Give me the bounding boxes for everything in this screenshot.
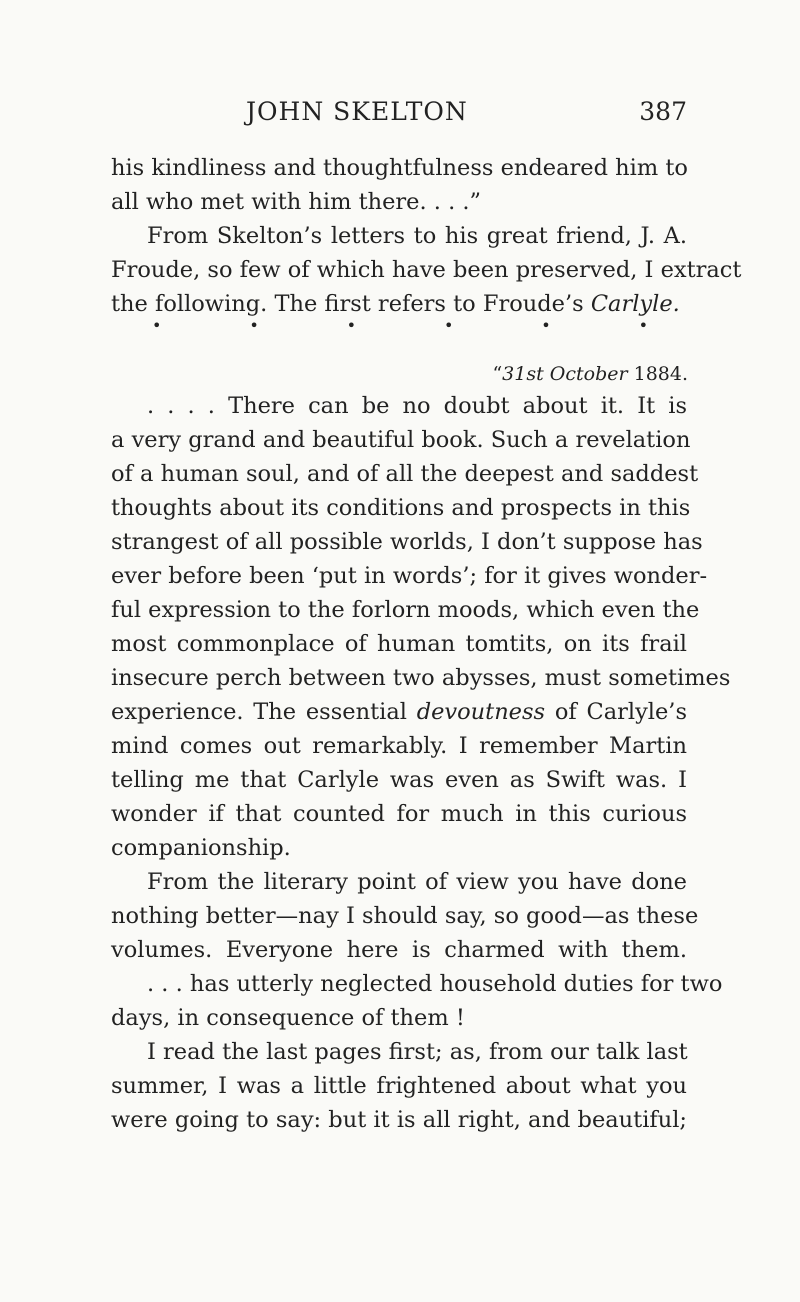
- letter-line: ever before been ‘put in words’; for it gives wonder-: [111, 563, 708, 589]
- letter-line: days, in consequence of them !: [111, 1005, 465, 1031]
- separator-dot: •: [249, 316, 259, 335]
- page-number: 387: [639, 97, 687, 126]
- letter-date: [492, 359, 688, 389]
- letter-line: volumes. Everyone here is charmed with them.: [111, 937, 687, 963]
- letter-line: thoughts about its conditions and prospects in this: [111, 495, 691, 521]
- italic-word: devoutness: [416, 699, 546, 725]
- text-fragment: of Carlyle’s: [545, 699, 687, 725]
- separator-dot: •: [346, 316, 357, 335]
- separator-dot: •: [638, 316, 648, 335]
- letter-line: wonder if that counted for much in this curious: [111, 801, 687, 827]
- letter-line: From the literary point of view you have done: [147, 869, 687, 895]
- running-head: JOHN SKELTON: [246, 97, 468, 126]
- text-line: his kindliness and thoughtfulness endeared him to: [111, 155, 688, 181]
- letter-line: of a human soul, and of all the deepest and saddest: [111, 461, 699, 487]
- date-day: 31st October: [502, 363, 628, 385]
- letter-line: . . . . There can be no doubt about it. It is: [147, 393, 687, 419]
- letter-line: were going to say: but it is all right, and beautiful;: [111, 1107, 687, 1133]
- text-line: From Skelton’s letters to his great friend, J. A.: [147, 223, 687, 249]
- section-separator: [152, 316, 648, 336]
- letter-line: telling me that Carlyle was even as Swift was. I: [111, 767, 687, 793]
- letter-line: ful expression to the forlorn moods, which even the: [111, 597, 700, 623]
- letter-line: I read the last pages first; as, from our talk last: [147, 1039, 688, 1065]
- letter-line: insecure perch between two abysses, must sometimes: [111, 665, 731, 691]
- letter-line: [111, 695, 687, 729]
- separator-dot: •: [541, 316, 551, 335]
- letter-line: nothing better—nay I should say, so good—as these: [111, 903, 699, 929]
- letter-line: most commonplace of human tomtits, on its frail: [111, 631, 687, 657]
- letter-line: mind comes out remarkably. I remember Martin: [111, 733, 687, 759]
- text-fragment: the following. The first refers to Froude’s: [111, 291, 591, 317]
- text-fragment: experience. The essential: [111, 699, 417, 725]
- page-header: [0, 97, 800, 133]
- letter-line: summer, I was a little frightened about what you: [111, 1073, 687, 1099]
- date-year: 1884.: [627, 363, 688, 385]
- letter-line: a very grand and beautiful book. Such a revelation: [111, 427, 691, 453]
- italic-title: Carlyle.: [590, 291, 680, 317]
- text-line: all who met with him there. . . .”: [111, 189, 482, 215]
- letter-line: companionship.: [111, 835, 291, 861]
- letter-line: strangest of all possible worlds, I don’t suppose has: [111, 529, 703, 555]
- text-line: Froude, so few of which have been preserved, I extract: [111, 257, 742, 283]
- separator-dot: •: [443, 316, 454, 335]
- quote-mark: “: [492, 363, 503, 385]
- separator-dot: •: [152, 316, 162, 335]
- letter-line: . . . has utterly neglected household duties for two: [147, 971, 723, 997]
